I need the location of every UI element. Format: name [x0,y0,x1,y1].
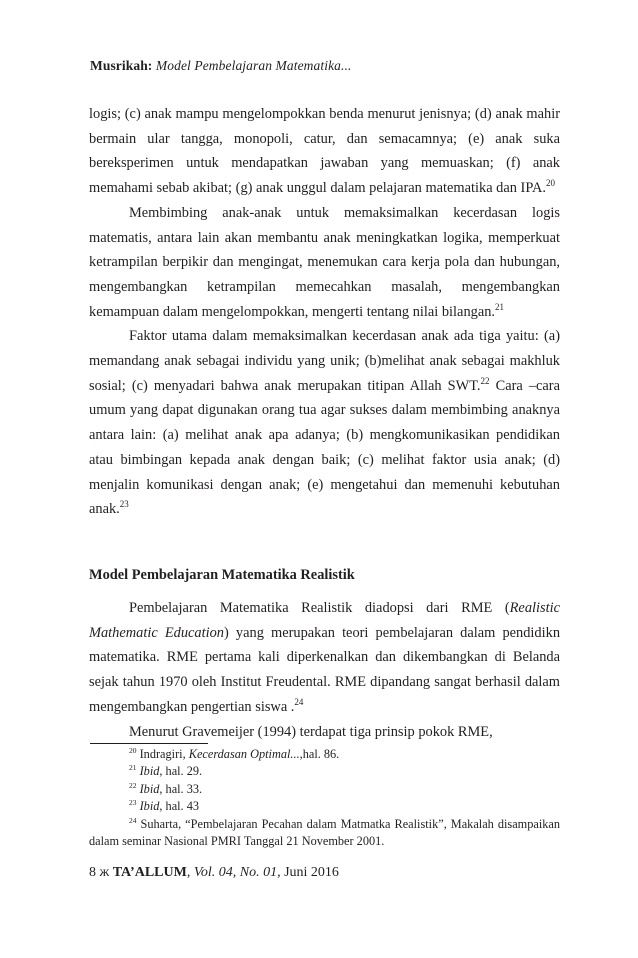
journal-date: Juni 2016 [284,865,339,880]
footnote-text: Indragiri, [136,747,189,761]
footnote-number: 22 [129,780,137,790]
footnote-number: 24 [129,815,137,825]
footnote-ref: 20 [546,178,556,189]
paragraph-text: logis; (c) anak mampu mengelompokkan benda menurut jenisnya; (d) anak mahir bermain ular tangga, monopoli, catur, dan semacamnya; (e) anak suka bereksperimen untuk mendapatkan jawaban yang memuaskan; (f) anak memahami sebab akibat; (g) anak unggul dalam pelajaran matematika dan IPA. [89,106,560,197]
footnote-text: , hal. 29. [159,764,203,779]
footnotes [89,746,560,850]
footnote-italic: Ibid [139,799,160,814]
paragraph [89,201,560,325]
footnote-text: , hal. 33. [159,781,203,796]
footnote-number: 20 [129,746,137,755]
footnote [89,798,560,815]
paragraph-text: Faktor utama dalam memaksimalkan kecerdasan anak ada tiga yaitu: (a) memandang anak sebagai individu yang unik; (b)melihat anak sebagai makhluk sosial; (c) menyadari bahwa anak merupakan titipan Allah SWT. [89,328,560,394]
body-text [89,102,560,522]
footnote [89,763,560,780]
footnote [89,746,560,763]
paragraph-text: Cara –cara umum yang dapat digunakan orang tua agar sukses dalam membimbing anaknya antara lain: (a) melihat anak apa adanya; (b) mengkomunikasikan pendidikan atau bimbingan kepada anak dengan baik; (c) melihat faktor usia anak; (d) menjalin komunikasi dengan anak; (e) mengetahui dan memenuhi kebutuhan anak. [89,377,560,518]
footnote [89,816,560,851]
footnote-number: 23 [129,798,137,808]
paragraph [89,596,560,720]
footnote-text: , hal. 43 [159,799,200,814]
paragraph-italic: Realistic Mathematic Education [89,600,560,641]
footnote-ref: 22 [480,375,490,386]
page-footer [89,865,339,881]
footnote [89,781,560,798]
running-head-author: Musrikah: [90,58,153,73]
footnote-italic: Kecerdasan Optimal..., [188,747,303,761]
page-number: 8 [89,865,96,880]
running-head-title: Model Pembelajaran Matematika... [155,58,352,73]
footnote-number: 21 [129,763,137,773]
footnote-separator [90,743,208,744]
footnote-ref: 23 [119,499,129,510]
section-body [89,596,560,744]
paragraph-text: Menurut Gravemeijer (1994) terdapat tiga prinsip pokok RME, [129,723,493,740]
footnote-ref: 21 [495,301,505,312]
footnote-text: hal. 86. [302,747,340,761]
paragraph [89,324,560,522]
footnote-italic: Ibid [139,781,160,796]
paragraph-text: ) yang merupakan teori pembelajaran dalam pendidikn matematika. RME pertama kali diperkenalkan dan dikembangkan di Belanda sejak tahun 1970 oleh Institut Freudental. RME dipandang sangat berhasil dalam mengembangkan pengertian siswa . [89,624,561,715]
footnote-text: Suharta, “Pembelajaran Pecahan dalam Matmatka Realistik”, Makalah disampaikan dalam seminar Nasional PMRI Tanggal 21 November 2001. [89,816,560,849]
footer-comma: , [186,865,194,880]
journal-name: TA’ALLUM [112,865,187,880]
paragraph [89,720,560,745]
footnote-ref: 24 [294,696,304,707]
paragraph-text: Pembelajaran Matematika Realistik diadopsi dari RME ( [129,600,510,616]
paragraph-text: Membimbing anak-anak untuk memaksimalkan kecerdasan logis matematis, antara lain akan membantu anak meningkatkan logika, memperkuat ketrampilan berpikir dan mengingat, menemukan cara kerja pola dan hubungan, mengembangkan ketrampilan memecahkan masalah, mengembangkan kemampuan dalam mengelompokkan, mengerti tentang nilai bilangan. [89,204,560,320]
running-head [90,58,351,74]
footnote-italic: Ibid [139,764,160,779]
section-heading: Model Pembelajaran Matematika Realistik [89,567,355,583]
paragraph [89,102,560,201]
journal-volume: Vol. 04, No. 01, [193,865,281,880]
separator-glyph: ж [99,865,110,880]
